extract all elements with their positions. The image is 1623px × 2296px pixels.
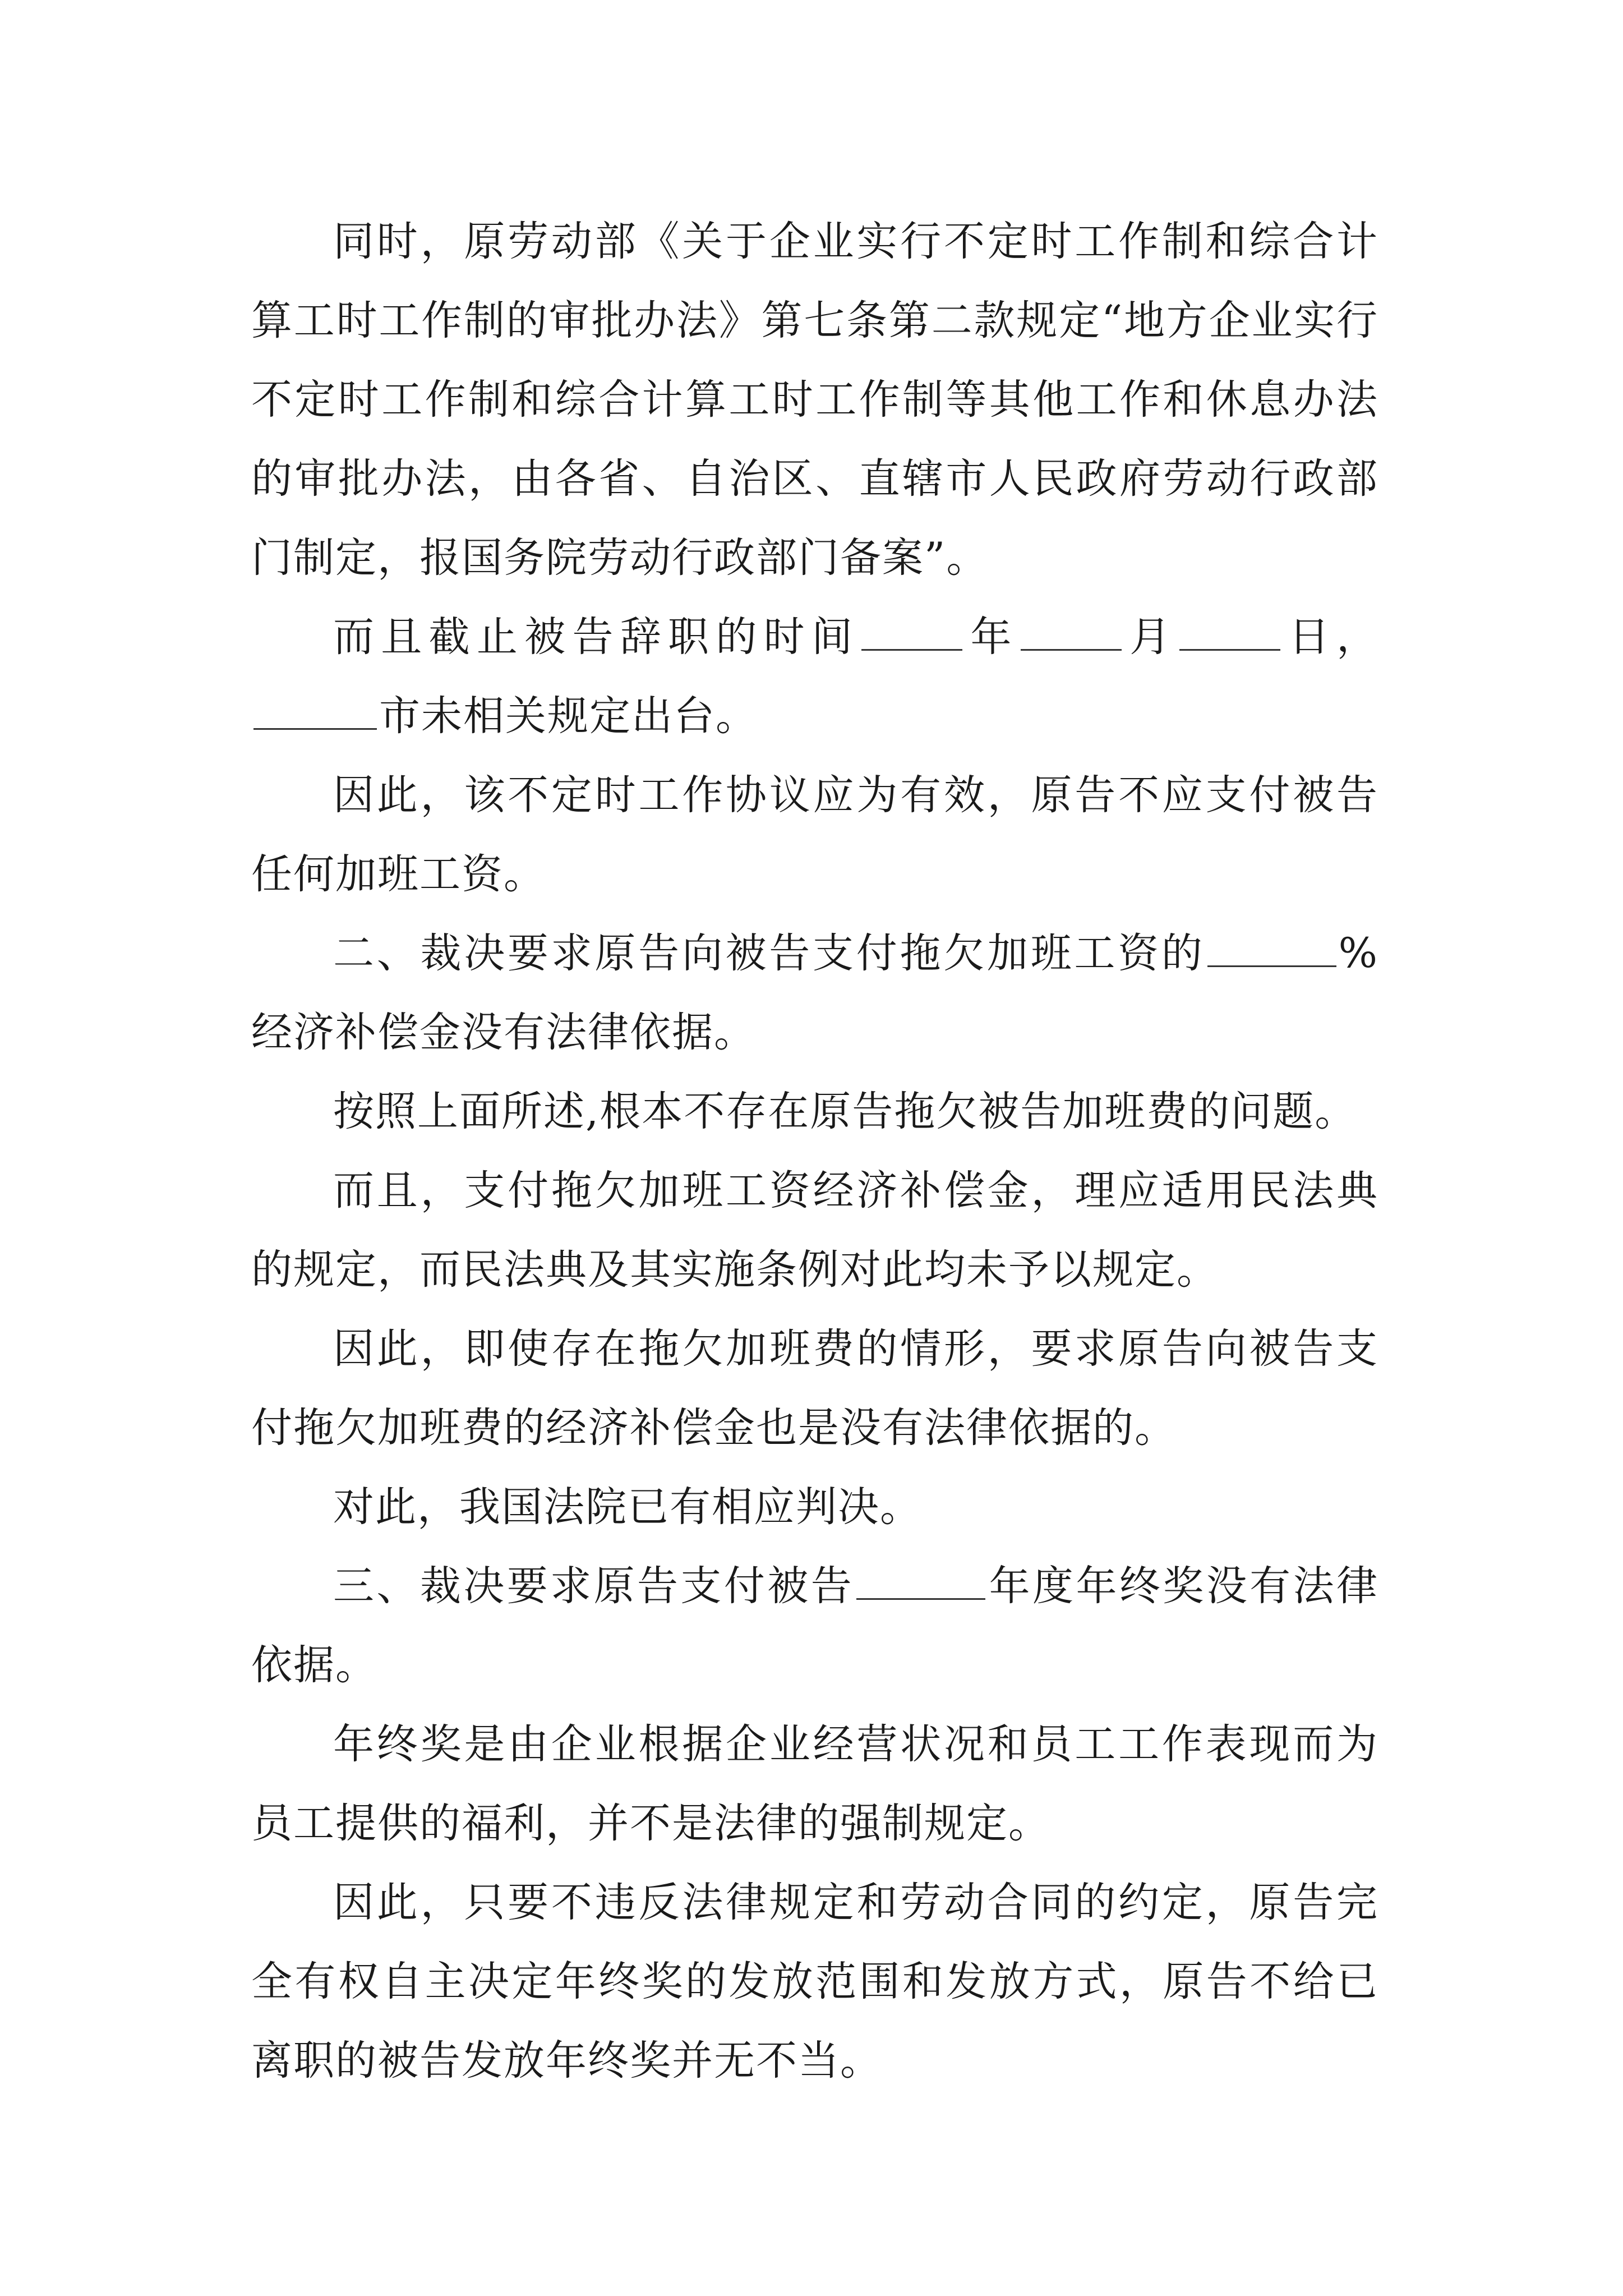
paragraph-agreement-valid: 因此，该不定时工作协议应为有效，原告不应支付被告任何加班工资。: [251, 771, 1378, 898]
paragraph-approval-measures: 同时，原劳动部《关于企业实行不定时工作制和综合计算工时工作制的审批办法》第七条第二款规定“地方企业实行不定时工作制和综合计算工时工作制等其他工作和休息办法的审批办法，由各省、自治区、直辖市人民政府劳动行政部门制定，报国务院劳动行政部门备案”。: [251, 218, 1378, 582]
text-segment: 市未相关规定出台。: [379, 692, 758, 740]
blank-month: [1021, 614, 1122, 651]
paragraph-bonus-definition: 年终奖是由企业根据企业经营状况和员工工作表现而为员工提供的福利，并不是法律的强制规定。: [251, 1720, 1378, 1847]
blank-city: [253, 693, 377, 730]
text-segment: 年度年终奖没有法律依据。: [251, 1562, 1379, 1689]
text-segment: 日，: [1283, 613, 1379, 661]
blank-year-bonus: [856, 1563, 985, 1600]
text-segment: 而且截止被告辞职的时间: [333, 613, 860, 661]
paragraph-no-arrears: 按照上面所述,根本不存在原告拖欠被告加班费的问题。: [333, 1088, 1357, 1135]
text-segment: %经济补偿金没有法律依据。: [251, 930, 1378, 1056]
text-segment: 年: [965, 613, 1018, 661]
paragraph-section-two-heading: [251, 914, 1378, 1072]
blank-day: [1179, 614, 1280, 651]
text-segment: 月: [1123, 613, 1178, 661]
document-body: [251, 202, 1378, 2100]
paragraph-no-legal-basis: 因此，即使存在拖欠加班费的情形，要求原告向被告支付拖欠加班费的经济补偿金也是没有法律依据的。: [251, 1325, 1378, 1452]
blank-percentage: [1207, 931, 1336, 967]
paragraph-bonus-conclusion: 因此，只要不违反法律规定和劳动合同的约定，原告完全有权自主决定年终奖的发放范围和发放方式，原告不给已离职的被告发放年终奖并无不当。: [251, 1879, 1378, 2085]
paragraph-resignation-date: [251, 597, 1378, 756]
paragraph-court-judgment: 对此，我国法院已有相应判决。: [333, 1483, 922, 1531]
paragraph-civil-code: 而且，支付拖欠加班工资经济补偿金，理应适用民法典的规定，而民法典及其实施条例对此均未予以规定。: [251, 1167, 1378, 1294]
paragraph-section-three-heading: [251, 1547, 1378, 1705]
text-segment: 二、裁决要求原告向被告支付拖欠加班工资的: [333, 930, 1205, 977]
text-segment: 三、裁决要求原告支付被告: [333, 1562, 855, 1610]
blank-year: [861, 614, 962, 651]
